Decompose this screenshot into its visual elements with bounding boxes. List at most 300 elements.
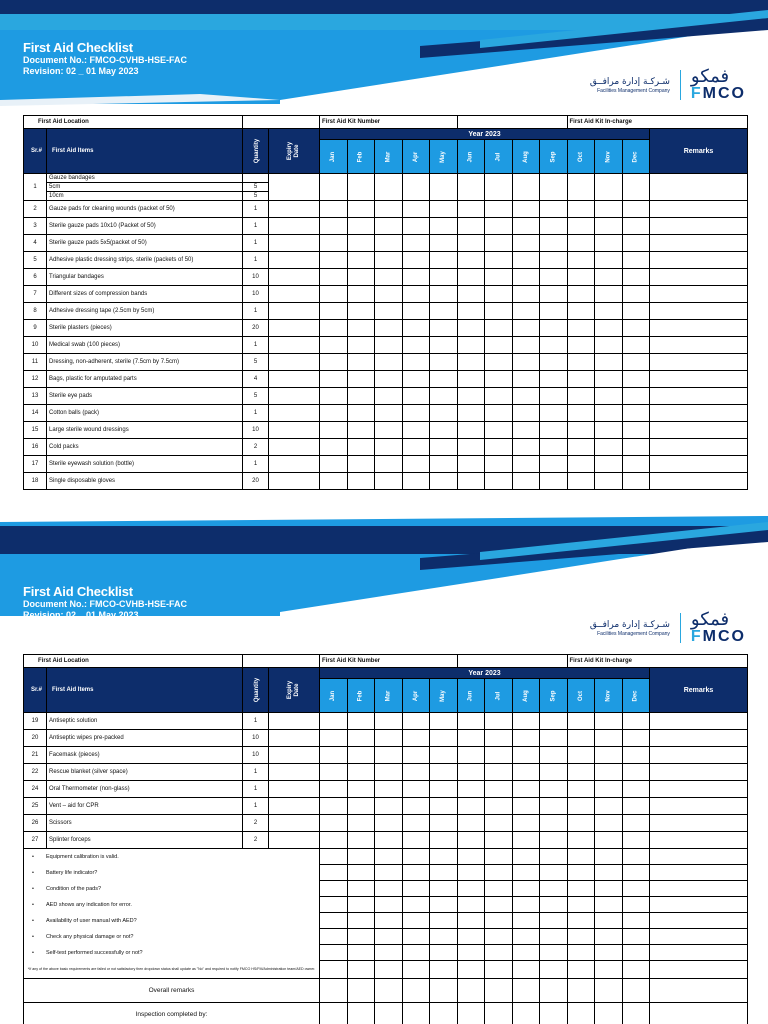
- month-check-cell[interactable]: [622, 269, 650, 286]
- month-check-cell[interactable]: [347, 747, 375, 764]
- month-check-cell[interactable]: [622, 913, 650, 929]
- month-check-cell[interactable]: [457, 456, 485, 473]
- month-check-cell[interactable]: [457, 439, 485, 456]
- month-check-cell[interactable]: [622, 781, 650, 798]
- month-check-cell[interactable]: [595, 388, 623, 405]
- month-check-cell[interactable]: [320, 913, 348, 929]
- month-check-cell[interactable]: [402, 913, 430, 929]
- month-check-cell[interactable]: [595, 439, 623, 456]
- month-check-cell[interactable]: [375, 218, 403, 235]
- month-check-cell[interactable]: [402, 405, 430, 422]
- month-check-cell[interactable]: [430, 303, 458, 320]
- month-check-cell[interactable]: [567, 252, 595, 269]
- month-check-cell[interactable]: [567, 235, 595, 252]
- remarks-cell[interactable]: [650, 929, 748, 945]
- month-check-cell[interactable]: [430, 961, 458, 979]
- month-check-cell[interactable]: [457, 979, 485, 1003]
- month-check-cell[interactable]: [402, 320, 430, 337]
- month-check-cell[interactable]: [595, 286, 623, 303]
- month-check-cell[interactable]: [430, 371, 458, 388]
- expiry-cell[interactable]: [269, 422, 320, 439]
- month-check-cell[interactable]: [375, 849, 403, 865]
- month-check-cell[interactable]: [430, 473, 458, 490]
- month-check-cell[interactable]: [375, 815, 403, 832]
- remarks-cell[interactable]: [650, 913, 748, 929]
- month-check-cell[interactable]: [457, 929, 485, 945]
- month-check-cell[interactable]: [457, 913, 485, 929]
- month-check-cell[interactable]: [430, 405, 458, 422]
- month-check-cell[interactable]: [595, 354, 623, 371]
- month-check-cell[interactable]: [512, 913, 540, 929]
- month-check-cell[interactable]: [512, 456, 540, 473]
- month-check-cell[interactable]: [375, 961, 403, 979]
- month-check-cell[interactable]: [430, 201, 458, 218]
- month-check-cell[interactable]: [457, 371, 485, 388]
- month-check-cell[interactable]: [512, 371, 540, 388]
- month-check-cell[interactable]: [485, 218, 513, 235]
- month-check-cell[interactable]: [622, 405, 650, 422]
- month-check-cell[interactable]: [622, 1003, 650, 1024]
- month-check-cell[interactable]: [457, 781, 485, 798]
- month-check-cell[interactable]: [430, 849, 458, 865]
- month-check-cell[interactable]: [595, 337, 623, 354]
- month-check-cell[interactable]: [485, 439, 513, 456]
- month-check-cell[interactable]: [347, 252, 375, 269]
- month-check-cell[interactable]: [320, 286, 348, 303]
- month-check-cell[interactable]: [402, 979, 430, 1003]
- month-check-cell[interactable]: [320, 201, 348, 218]
- month-check-cell[interactable]: [595, 945, 623, 961]
- month-check-cell[interactable]: [430, 252, 458, 269]
- remarks-cell[interactable]: [650, 945, 748, 961]
- month-check-cell[interactable]: [540, 713, 568, 730]
- month-check-cell[interactable]: [347, 354, 375, 371]
- month-check-cell[interactable]: [512, 473, 540, 490]
- month-check-cell[interactable]: [347, 832, 375, 849]
- month-check-cell[interactable]: [430, 764, 458, 781]
- month-check-cell[interactable]: [595, 961, 623, 979]
- remarks-cell[interactable]: [650, 832, 748, 849]
- month-check-cell[interactable]: [457, 897, 485, 913]
- month-check-cell[interactable]: [622, 897, 650, 913]
- month-check-cell[interactable]: [567, 405, 595, 422]
- expiry-cell[interactable]: [269, 747, 320, 764]
- month-check-cell[interactable]: [540, 865, 568, 881]
- month-check-cell[interactable]: [485, 354, 513, 371]
- month-check-cell[interactable]: [595, 798, 623, 815]
- month-check-cell[interactable]: [320, 174, 348, 201]
- expiry-cell[interactable]: [269, 320, 320, 337]
- month-check-cell[interactable]: [457, 832, 485, 849]
- month-check-cell[interactable]: [595, 781, 623, 798]
- expiry-cell[interactable]: [269, 201, 320, 218]
- expiry-cell[interactable]: [269, 815, 320, 832]
- month-check-cell[interactable]: [512, 764, 540, 781]
- remarks-cell[interactable]: [650, 747, 748, 764]
- expiry-cell[interactable]: [269, 337, 320, 354]
- month-check-cell[interactable]: [430, 913, 458, 929]
- month-check-cell[interactable]: [347, 945, 375, 961]
- month-check-cell[interactable]: [457, 865, 485, 881]
- month-check-cell[interactable]: [430, 781, 458, 798]
- month-check-cell[interactable]: [457, 286, 485, 303]
- month-check-cell[interactable]: [622, 713, 650, 730]
- month-check-cell[interactable]: [347, 979, 375, 1003]
- month-check-cell[interactable]: [567, 439, 595, 456]
- month-check-cell[interactable]: [567, 764, 595, 781]
- month-check-cell[interactable]: [595, 201, 623, 218]
- month-check-cell[interactable]: [457, 1003, 485, 1024]
- remarks-cell[interactable]: [650, 320, 748, 337]
- month-check-cell[interactable]: [320, 929, 348, 945]
- month-check-cell[interactable]: [402, 897, 430, 913]
- remarks-cell[interactable]: [650, 881, 748, 897]
- month-check-cell[interactable]: [485, 815, 513, 832]
- month-check-cell[interactable]: [347, 405, 375, 422]
- month-check-cell[interactable]: [347, 439, 375, 456]
- month-check-cell[interactable]: [347, 1003, 375, 1024]
- month-check-cell[interactable]: [402, 1003, 430, 1024]
- month-check-cell[interactable]: [512, 235, 540, 252]
- month-check-cell[interactable]: [375, 286, 403, 303]
- month-check-cell[interactable]: [540, 174, 568, 201]
- month-check-cell[interactable]: [512, 798, 540, 815]
- month-check-cell[interactable]: [485, 456, 513, 473]
- month-check-cell[interactable]: [595, 865, 623, 881]
- month-check-cell[interactable]: [622, 945, 650, 961]
- month-check-cell[interactable]: [485, 781, 513, 798]
- remarks-cell[interactable]: [650, 815, 748, 832]
- month-check-cell[interactable]: [512, 174, 540, 201]
- month-check-cell[interactable]: [375, 320, 403, 337]
- month-check-cell[interactable]: [457, 730, 485, 747]
- month-check-cell[interactable]: [457, 269, 485, 286]
- month-check-cell[interactable]: [347, 730, 375, 747]
- month-check-cell[interactable]: [512, 945, 540, 961]
- month-check-cell[interactable]: [485, 252, 513, 269]
- month-check-cell[interactable]: [540, 1003, 568, 1024]
- month-check-cell[interactable]: [402, 218, 430, 235]
- month-check-cell[interactable]: [457, 320, 485, 337]
- month-check-cell[interactable]: [375, 405, 403, 422]
- month-check-cell[interactable]: [347, 201, 375, 218]
- month-check-cell[interactable]: [622, 422, 650, 439]
- month-check-cell[interactable]: [375, 371, 403, 388]
- month-check-cell[interactable]: [622, 174, 650, 201]
- month-check-cell[interactable]: [347, 269, 375, 286]
- month-check-cell[interactable]: [595, 473, 623, 490]
- month-check-cell[interactable]: [512, 815, 540, 832]
- month-check-cell[interactable]: [320, 747, 348, 764]
- month-check-cell[interactable]: [430, 1003, 458, 1024]
- month-check-cell[interactable]: [567, 422, 595, 439]
- month-check-cell[interactable]: [595, 320, 623, 337]
- month-check-cell[interactable]: [347, 781, 375, 798]
- month-check-cell[interactable]: [595, 252, 623, 269]
- month-check-cell[interactable]: [540, 218, 568, 235]
- month-check-cell[interactable]: [512, 252, 540, 269]
- location-field[interactable]: [243, 655, 320, 668]
- month-check-cell[interactable]: [567, 881, 595, 897]
- month-check-cell[interactable]: [402, 865, 430, 881]
- month-check-cell[interactable]: [375, 456, 403, 473]
- remarks-cell[interactable]: [650, 388, 748, 405]
- month-check-cell[interactable]: [512, 439, 540, 456]
- month-check-cell[interactable]: [567, 337, 595, 354]
- month-check-cell[interactable]: [567, 286, 595, 303]
- month-check-cell[interactable]: [375, 945, 403, 961]
- month-check-cell[interactable]: [512, 929, 540, 945]
- month-check-cell[interactable]: [540, 337, 568, 354]
- expiry-cell[interactable]: [269, 832, 320, 849]
- month-check-cell[interactable]: [347, 849, 375, 865]
- remarks-cell[interactable]: [650, 764, 748, 781]
- month-check-cell[interactable]: [347, 798, 375, 815]
- month-check-cell[interactable]: [430, 388, 458, 405]
- month-check-cell[interactable]: [375, 929, 403, 945]
- month-check-cell[interactable]: [402, 781, 430, 798]
- remarks-cell[interactable]: [650, 798, 748, 815]
- month-check-cell[interactable]: [457, 354, 485, 371]
- month-check-cell[interactable]: [595, 764, 623, 781]
- month-check-cell[interactable]: [622, 371, 650, 388]
- month-check-cell[interactable]: [402, 456, 430, 473]
- month-check-cell[interactable]: [485, 286, 513, 303]
- month-check-cell[interactable]: [347, 320, 375, 337]
- month-check-cell[interactable]: [320, 713, 348, 730]
- month-check-cell[interactable]: [320, 269, 348, 286]
- month-check-cell[interactable]: [457, 252, 485, 269]
- month-check-cell[interactable]: [430, 337, 458, 354]
- month-check-cell[interactable]: [622, 764, 650, 781]
- expiry-cell[interactable]: [269, 371, 320, 388]
- month-check-cell[interactable]: [622, 961, 650, 979]
- month-check-cell[interactable]: [485, 303, 513, 320]
- expiry-cell[interactable]: [269, 286, 320, 303]
- month-check-cell[interactable]: [347, 422, 375, 439]
- month-check-cell[interactable]: [622, 388, 650, 405]
- month-check-cell[interactable]: [540, 979, 568, 1003]
- month-check-cell[interactable]: [457, 388, 485, 405]
- month-check-cell[interactable]: [512, 1003, 540, 1024]
- month-check-cell[interactable]: [320, 961, 348, 979]
- month-check-cell[interactable]: [375, 337, 403, 354]
- month-check-cell[interactable]: [402, 764, 430, 781]
- month-check-cell[interactable]: [347, 913, 375, 929]
- month-check-cell[interactable]: [320, 945, 348, 961]
- month-check-cell[interactable]: [622, 218, 650, 235]
- month-check-cell[interactable]: [595, 713, 623, 730]
- remarks-cell[interactable]: [650, 897, 748, 913]
- month-check-cell[interactable]: [485, 945, 513, 961]
- expiry-cell[interactable]: [269, 473, 320, 490]
- month-check-cell[interactable]: [540, 252, 568, 269]
- month-check-cell[interactable]: [595, 832, 623, 849]
- month-check-cell[interactable]: [512, 730, 540, 747]
- month-check-cell[interactable]: [567, 747, 595, 764]
- month-check-cell[interactable]: [512, 961, 540, 979]
- month-check-cell[interactable]: [347, 337, 375, 354]
- month-check-cell[interactable]: [595, 747, 623, 764]
- expiry-cell[interactable]: [269, 781, 320, 798]
- month-check-cell[interactable]: [347, 286, 375, 303]
- month-check-cell[interactable]: [622, 798, 650, 815]
- month-check-cell[interactable]: [540, 764, 568, 781]
- month-check-cell[interactable]: [402, 388, 430, 405]
- remarks-cell[interactable]: [650, 252, 748, 269]
- month-check-cell[interactable]: [567, 371, 595, 388]
- month-check-cell[interactable]: [622, 235, 650, 252]
- remarks-cell[interactable]: [650, 456, 748, 473]
- month-check-cell[interactable]: [402, 371, 430, 388]
- month-check-cell[interactable]: [595, 422, 623, 439]
- remarks-cell[interactable]: [650, 235, 748, 252]
- month-check-cell[interactable]: [430, 439, 458, 456]
- month-check-cell[interactable]: [320, 371, 348, 388]
- month-check-cell[interactable]: [622, 473, 650, 490]
- month-check-cell[interactable]: [540, 798, 568, 815]
- remarks-cell[interactable]: [650, 730, 748, 747]
- expiry-cell[interactable]: [269, 354, 320, 371]
- month-check-cell[interactable]: [375, 252, 403, 269]
- remarks-cell[interactable]: [650, 422, 748, 439]
- month-check-cell[interactable]: [457, 961, 485, 979]
- month-check-cell[interactable]: [485, 201, 513, 218]
- month-check-cell[interactable]: [320, 781, 348, 798]
- month-check-cell[interactable]: [485, 269, 513, 286]
- month-check-cell[interactable]: [485, 320, 513, 337]
- month-check-cell[interactable]: [375, 303, 403, 320]
- month-check-cell[interactable]: [320, 218, 348, 235]
- month-check-cell[interactable]: [512, 354, 540, 371]
- month-check-cell[interactable]: [622, 439, 650, 456]
- month-check-cell[interactable]: [540, 456, 568, 473]
- month-check-cell[interactable]: [457, 422, 485, 439]
- expiry-cell[interactable]: [269, 713, 320, 730]
- expiry-cell[interactable]: [269, 303, 320, 320]
- month-check-cell[interactable]: [540, 371, 568, 388]
- month-check-cell[interactable]: [402, 815, 430, 832]
- month-check-cell[interactable]: [430, 798, 458, 815]
- month-check-cell[interactable]: [375, 354, 403, 371]
- month-check-cell[interactable]: [430, 456, 458, 473]
- remarks-cell[interactable]: [650, 201, 748, 218]
- month-check-cell[interactable]: [320, 303, 348, 320]
- month-check-cell[interactable]: [567, 388, 595, 405]
- month-check-cell[interactable]: [430, 730, 458, 747]
- month-check-cell[interactable]: [512, 865, 540, 881]
- month-check-cell[interactable]: [622, 730, 650, 747]
- expiry-cell[interactable]: [269, 269, 320, 286]
- month-check-cell[interactable]: [430, 815, 458, 832]
- month-check-cell[interactable]: [512, 269, 540, 286]
- month-check-cell[interactable]: [540, 849, 568, 865]
- month-check-cell[interactable]: [485, 881, 513, 897]
- expiry-cell[interactable]: [269, 218, 320, 235]
- expiry-cell[interactable]: [269, 388, 320, 405]
- month-check-cell[interactable]: [485, 764, 513, 781]
- month-check-cell[interactable]: [320, 865, 348, 881]
- month-check-cell[interactable]: [540, 439, 568, 456]
- month-check-cell[interactable]: [347, 881, 375, 897]
- month-check-cell[interactable]: [402, 201, 430, 218]
- month-check-cell[interactable]: [430, 218, 458, 235]
- month-check-cell[interactable]: [567, 897, 595, 913]
- month-check-cell[interactable]: [320, 832, 348, 849]
- month-check-cell[interactable]: [512, 388, 540, 405]
- month-check-cell[interactable]: [402, 303, 430, 320]
- month-check-cell[interactable]: [347, 897, 375, 913]
- month-check-cell[interactable]: [567, 713, 595, 730]
- month-check-cell[interactable]: [320, 849, 348, 865]
- expiry-cell[interactable]: [269, 764, 320, 781]
- kit-number-field[interactable]: [457, 116, 567, 129]
- month-check-cell[interactable]: [320, 1003, 348, 1024]
- month-check-cell[interactable]: [595, 405, 623, 422]
- month-check-cell[interactable]: [485, 849, 513, 865]
- month-check-cell[interactable]: [402, 730, 430, 747]
- month-check-cell[interactable]: [320, 456, 348, 473]
- month-check-cell[interactable]: [622, 354, 650, 371]
- month-check-cell[interactable]: [485, 979, 513, 1003]
- month-check-cell[interactable]: [595, 1003, 623, 1024]
- month-check-cell[interactable]: [567, 979, 595, 1003]
- month-check-cell[interactable]: [375, 798, 403, 815]
- month-check-cell[interactable]: [375, 897, 403, 913]
- month-check-cell[interactable]: [347, 865, 375, 881]
- month-check-cell[interactable]: [595, 849, 623, 865]
- month-check-cell[interactable]: [595, 371, 623, 388]
- month-check-cell[interactable]: [457, 174, 485, 201]
- month-check-cell[interactable]: [320, 422, 348, 439]
- month-check-cell[interactable]: [485, 865, 513, 881]
- month-check-cell[interactable]: [595, 897, 623, 913]
- month-check-cell[interactable]: [430, 979, 458, 1003]
- month-check-cell[interactable]: [457, 747, 485, 764]
- month-check-cell[interactable]: [622, 201, 650, 218]
- remarks-cell[interactable]: [650, 849, 748, 865]
- month-check-cell[interactable]: [375, 388, 403, 405]
- month-check-cell[interactable]: [595, 913, 623, 929]
- month-check-cell[interactable]: [595, 815, 623, 832]
- month-check-cell[interactable]: [512, 849, 540, 865]
- month-check-cell[interactable]: [485, 473, 513, 490]
- month-check-cell[interactable]: [485, 174, 513, 201]
- month-check-cell[interactable]: [457, 945, 485, 961]
- month-check-cell[interactable]: [622, 849, 650, 865]
- month-check-cell[interactable]: [595, 269, 623, 286]
- month-check-cell[interactable]: [567, 456, 595, 473]
- month-check-cell[interactable]: [622, 320, 650, 337]
- month-check-cell[interactable]: [540, 961, 568, 979]
- month-check-cell[interactable]: [567, 354, 595, 371]
- month-check-cell[interactable]: [347, 961, 375, 979]
- month-check-cell[interactable]: [457, 713, 485, 730]
- remarks-cell[interactable]: [650, 1003, 748, 1024]
- month-check-cell[interactable]: [402, 747, 430, 764]
- month-check-cell[interactable]: [375, 201, 403, 218]
- month-check-cell[interactable]: [320, 730, 348, 747]
- month-check-cell[interactable]: [320, 439, 348, 456]
- month-check-cell[interactable]: [402, 337, 430, 354]
- month-check-cell[interactable]: [512, 422, 540, 439]
- month-check-cell[interactable]: [457, 849, 485, 865]
- month-check-cell[interactable]: [485, 747, 513, 764]
- month-check-cell[interactable]: [485, 961, 513, 979]
- remarks-cell[interactable]: [650, 269, 748, 286]
- month-check-cell[interactable]: [485, 1003, 513, 1024]
- month-check-cell[interactable]: [375, 865, 403, 881]
